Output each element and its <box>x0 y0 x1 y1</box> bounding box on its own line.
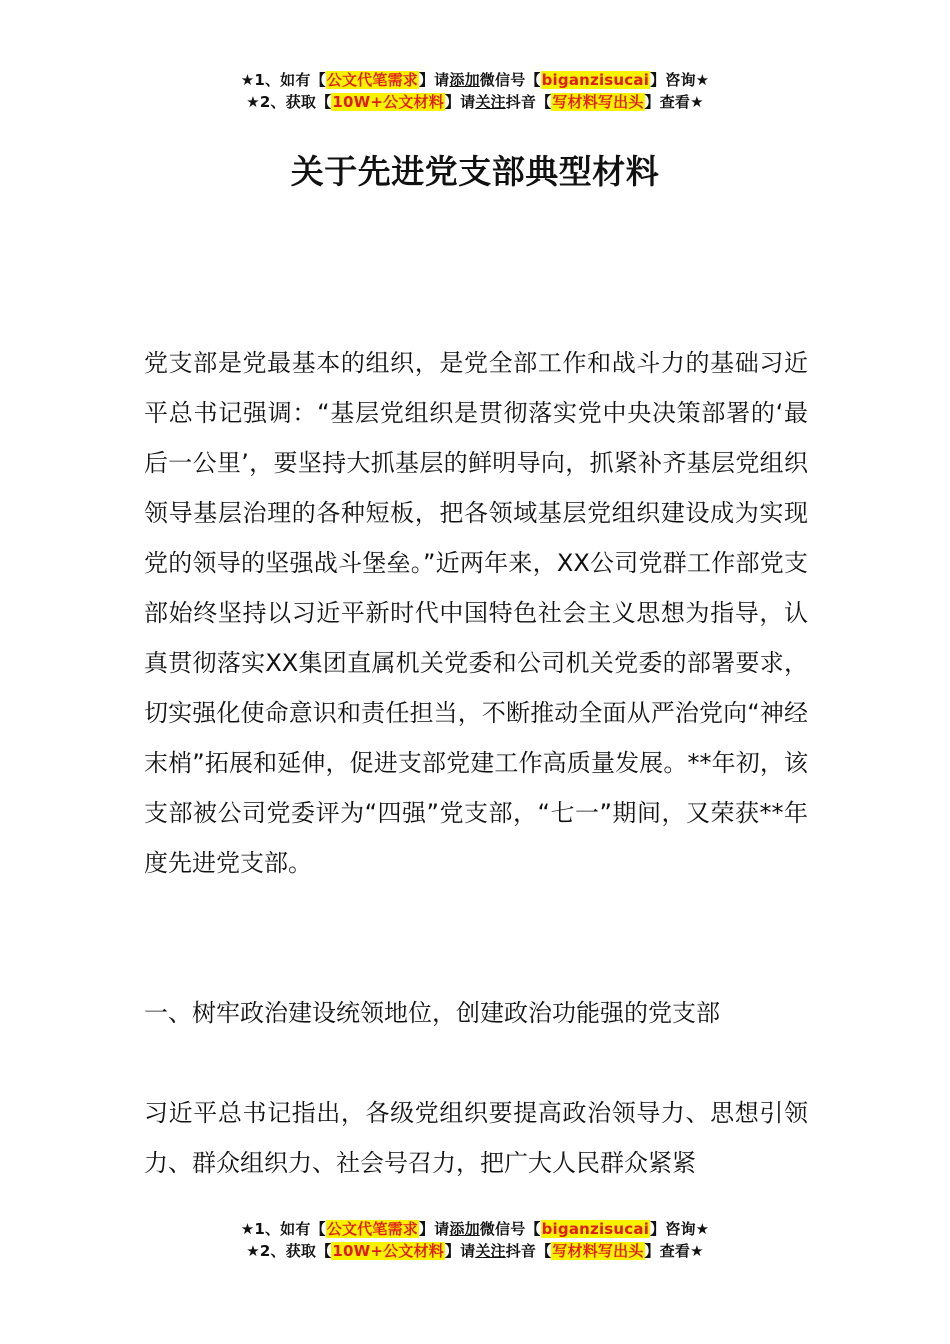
body-paragraph-1: 党支部是党最基本的组织，是党全部工作和战斗力的基础习近平总书记强调：“基层党组织是贯彻落实党中央决策部署的‘最后一公里’，要坚持大抓基层的鲜明导向，抓紧补齐基层党组织领导基层治理的各种短板，把各领域基层党组织建设成为实现党的领导的坚强战斗堡垒。”近两年来，XX公司党群工作部党支部始终坚持以习近平新时代中国特色社会主义思想为指导，认真贯彻落实XX集团直属机关党委和公司机关党委的部署要求，切实强化使命意识和责任担当，不断推动全面从严治党向“神经末梢”拓展和延伸，促进支部党建工作高质量发展。**年初，该支部被公司党委评为“四强”党支部，“七一”期间，又荣获**年度先进党支部。 <box>144 349 808 877</box>
promo-add-emphasis: 添加 <box>449 1220 480 1238</box>
section-heading-1: 一、树牢政治建设统领地位，创建政治功能强的党支部 <box>144 999 720 1027</box>
promo-douyin-account: 写材料写出头 <box>552 1242 644 1260</box>
promo-line-2-mid2: 抖音【 <box>505 1242 552 1260</box>
promo-service-highlight: 公文代笔需求 <box>326 1220 418 1238</box>
promo-line-2-mid: 】请 <box>444 1242 476 1260</box>
promo-wechat-id: biganzisucai <box>541 1220 650 1238</box>
promo-line-2-mid: 】请 <box>444 93 476 111</box>
promo-line-1-mid: 】请 <box>418 1220 450 1238</box>
promo-follow-emphasis: 关注 <box>475 93 506 111</box>
body-paragraph-2: 习近平总书记指出，各级党组织要提高政治领导力、思想引领力、群众组织力、社会号召力，把广大人民群众紧紧 <box>144 1099 808 1177</box>
promo-line-1 <box>0 69 950 91</box>
promo-line-1-prefix: ★1、如有【 <box>240 1220 326 1238</box>
promo-line-1-mid: 】请 <box>418 71 450 89</box>
promo-follow-emphasis: 关注 <box>475 1242 506 1260</box>
promo-line-2 <box>0 91 950 113</box>
promo-douyin-account: 写材料写出头 <box>552 93 644 111</box>
promo-line-1 <box>0 1218 950 1240</box>
promo-line-2-suffix: 】查看★ <box>644 1242 704 1260</box>
promo-materials-highlight: 10W+公文材料 <box>332 93 444 111</box>
promo-line-1-prefix: ★1、如有【 <box>240 71 326 89</box>
document-title: 关于先进党支部典型材料 <box>290 152 660 191</box>
promo-materials-highlight: 10W+公文材料 <box>332 1242 444 1260</box>
promo-service-highlight: 公文代笔需求 <box>326 71 418 89</box>
promo-line-2-prefix: ★2、获取【 <box>246 93 332 111</box>
bottom-promo-banner <box>0 1218 950 1262</box>
promo-line-2-suffix: 】查看★ <box>644 93 704 111</box>
promo-line-1-suffix: 】咨询★ <box>650 71 710 89</box>
promo-line-2-prefix: ★2、获取【 <box>246 1242 332 1260</box>
promo-line-2 <box>0 1240 950 1262</box>
top-promo-banner <box>0 69 950 113</box>
promo-line-1-mid2: 微信号【 <box>479 71 541 89</box>
promo-line-1-mid2: 微信号【 <box>479 1220 541 1238</box>
promo-line-2-mid2: 抖音【 <box>505 93 552 111</box>
promo-add-emphasis: 添加 <box>449 71 480 89</box>
promo-line-1-suffix: 】咨询★ <box>650 1220 710 1238</box>
promo-wechat-id: biganzisucai <box>541 71 650 89</box>
